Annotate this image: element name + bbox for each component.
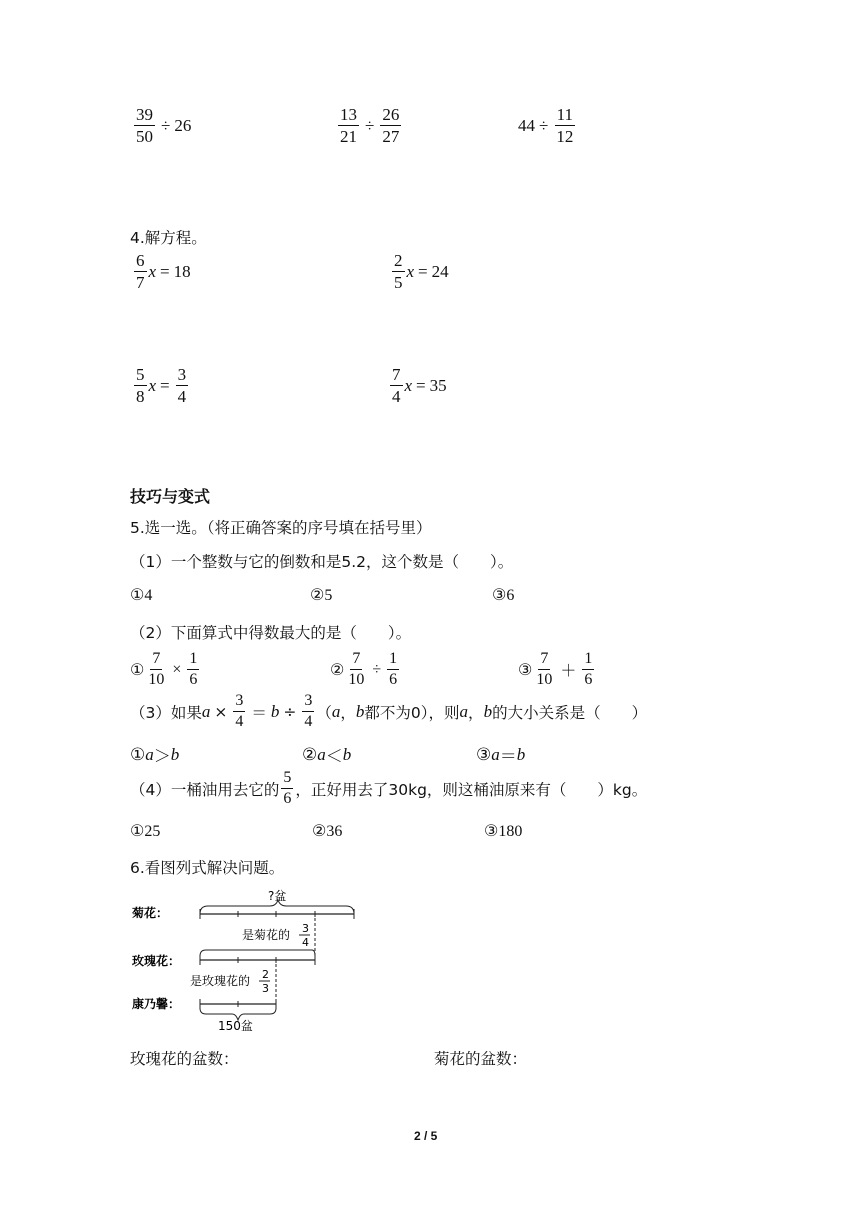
note1-text: 是菊花的	[242, 928, 291, 942]
fraction: $\frac{6}{7}$	[136, 251, 145, 292]
meigui-brace	[200, 950, 315, 956]
q5-p1-option2: ②5	[310, 587, 333, 604]
fraction: $\frac{1}{6}$	[389, 650, 398, 688]
label-juhua: 菊花：	[132, 906, 169, 920]
q5-p4-option1: ①25	[130, 823, 161, 840]
section-title: 技巧与变式	[130, 487, 211, 506]
answer-meigui-label: 玫瑰花的盆数：	[130, 1050, 239, 1068]
fraction: $\frac{3}{4}$	[177, 365, 187, 406]
expr-2: $\frac{13}{21}$ ÷ $\frac{26}{27}$	[340, 105, 400, 146]
equation-2: $\frac{2}{5}$ x = 24	[394, 251, 449, 292]
note2-den: 3	[262, 982, 269, 995]
q5-p4-option2: ②36	[312, 823, 343, 840]
q5-part3-text: （3）如果 a × $\frac{3}{4}$ ＝ b ÷ $\frac{3}{4}$ （ a ， b 都不为0），则 a ， b 的大小关系是（ ）	[130, 692, 648, 730]
q5-p1-option1: ①4	[130, 587, 153, 604]
q5-part1-text: （1）一个整数与它的倒数和是5.2，这个数是（ ）。	[130, 553, 514, 571]
fraction: $\frac{7}{10}$	[348, 650, 365, 688]
top-brace	[200, 900, 354, 914]
answer-juhua-label: 菊花的盆数：	[434, 1050, 528, 1068]
fraction: $\frac{7}{10}$	[148, 650, 165, 688]
q5-p3-option1: ① a ＞ b	[130, 744, 180, 766]
fraction: $\frac{2}{5}$	[394, 251, 403, 292]
fraction: $\frac{1}{6}$	[189, 650, 198, 688]
label-kangnaixin: 康乃馨：	[132, 997, 181, 1011]
fraction: $\frac{5}{6}$	[283, 769, 292, 807]
fraction: $\frac{39}{50}$	[136, 105, 153, 146]
fraction: $\frac{7}{10}$	[536, 650, 553, 688]
expr-1: $\frac{39}{50}$ ÷ 26	[136, 105, 192, 146]
q5-p2-option3: ③ $\frac{7}{10}$ ＋ $\frac{1}{6}$	[518, 650, 593, 688]
note2-num: 2	[262, 968, 269, 981]
q5-p3-option2: ② a ＜ b	[302, 744, 352, 766]
q5-part4-text: （4）一桶油用去它的 $\frac{5}{6}$ ，正好用去了30kg，则这桶油原来有（ ）kg。	[130, 769, 648, 807]
fraction: $\frac{26}{27}$	[382, 105, 400, 146]
fraction: $\frac{5}{8}$	[136, 365, 145, 406]
fraction: $\frac{11}{12}$	[556, 105, 574, 146]
bottom-label: 150盆	[218, 1019, 253, 1033]
note1-num: 3	[302, 922, 309, 935]
q5-p4-option3: ③180	[484, 823, 523, 840]
expr-3: 44 ÷ $\frac{11}{12}$	[518, 105, 574, 146]
q5-p1-option3: ③6	[492, 587, 515, 604]
label-meigui: 玫瑰花：	[132, 954, 181, 968]
fraction: $\frac{13}{21}$	[340, 105, 357, 146]
note2-text: 是玫瑰花的	[190, 974, 251, 988]
note1-den: 4	[302, 936, 309, 949]
q5-p2-option2: ② $\frac{7}{10}$ ÷ $\frac{1}{6}$	[330, 650, 398, 688]
q5-p3-option3: ③ a ＝ b	[476, 744, 526, 766]
question-5-title: 5.选一选。（将正确答案的序号填在括号里）	[130, 519, 432, 537]
fraction: $\frac{3}{4}$	[235, 692, 244, 730]
question-label: ?盆	[268, 889, 287, 903]
q5-p2-option1: ① $\frac{7}{10}$ × $\frac{1}{6}$	[130, 650, 198, 688]
equation-4: $\frac{7}{4}$ x = 35	[392, 365, 447, 406]
line-segment-diagram	[128, 884, 368, 1034]
question-4-title: 4.解方程。	[130, 229, 207, 247]
q5-part2-text: （2）下面算式中得数最大的是（ ）。	[130, 624, 412, 642]
equation-3: $\frac{5}{8}$ x = $\frac{3}{4}$	[136, 365, 187, 406]
page-number: 2 / 5	[414, 1129, 438, 1143]
fraction: $\frac{1}{6}$	[584, 650, 593, 688]
question-6-title: 6.看图列式解决问题。	[130, 859, 285, 877]
fraction: $\frac{3}{4}$	[304, 692, 313, 730]
fraction: $\frac{7}{4}$	[392, 365, 401, 406]
equation-1: $\frac{6}{7}$ x = 18	[136, 251, 191, 292]
